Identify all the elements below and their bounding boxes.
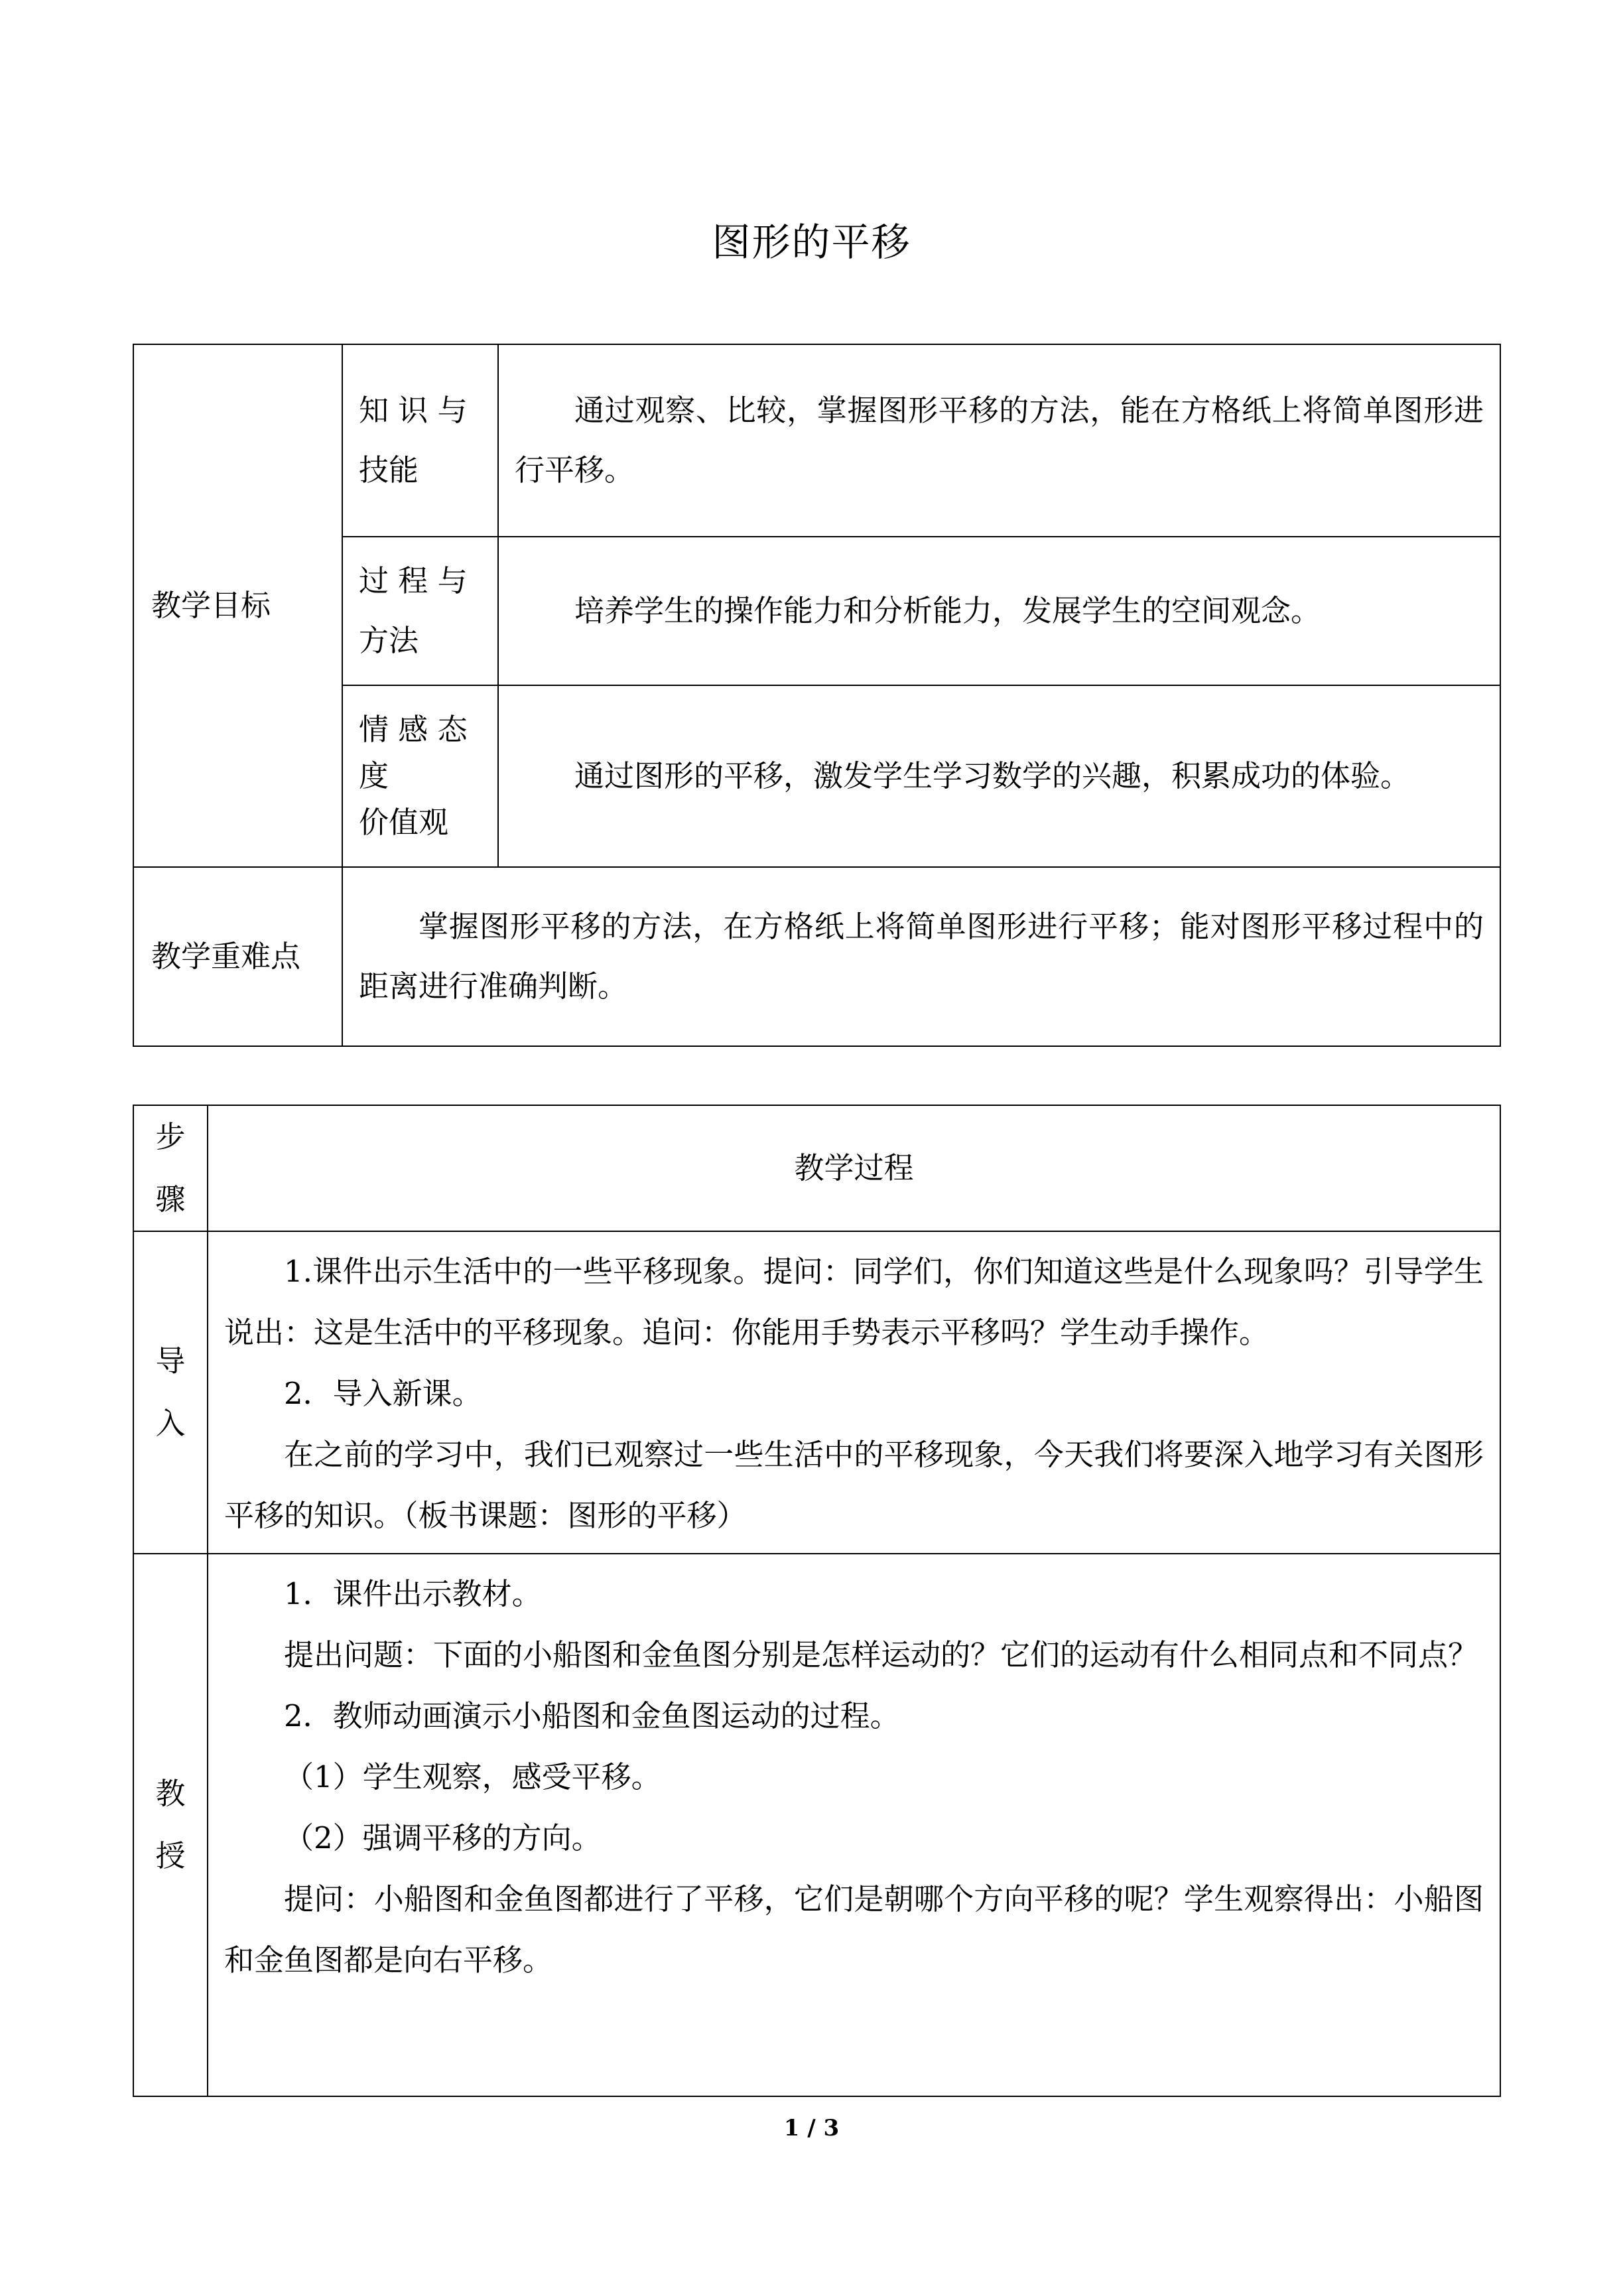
step-label-intro xyxy=(133,1231,208,1554)
process-header-row xyxy=(133,1105,1500,1231)
paragraph: 提问：小船图和金鱼图都进行了平移，它们是朝哪个方向平移的呢？学生观察得出：小船图和金鱼图都是向右平移。 xyxy=(224,1881,1484,1978)
objective-content: 通过观察、比较，掌握图形平移的方法，能在方格纸上将简单图形进行平移。 xyxy=(498,344,1500,537)
step-char: 教 xyxy=(155,1776,186,1811)
page-number: 1 / 3 xyxy=(783,2115,840,2141)
objective-label-line: 价值观 xyxy=(359,805,449,840)
objective-content: 通过图形的平移，激发学生学习数学的兴趣，积累成功的体验。 xyxy=(498,685,1500,867)
paragraph: 2．教师动画演示小船图和金鱼图运动的过程。 xyxy=(284,1698,900,1733)
objective-label xyxy=(342,685,498,867)
step-header xyxy=(133,1105,208,1231)
paragraph: 1.课件出示生活中的一些平移现象。提问：同学们，你们知道这些是什么现象吗？引导学生说出：这是生活中的平移现象。追问：你能用手势表示平移吗？学生动手操作。 xyxy=(224,1254,1484,1350)
step-header-char: 骤 xyxy=(155,1182,186,1217)
paragraph: 提出问题：下面的小船图和金鱼图分别是怎样运动的？它们的运动有什么相同点和不同点？ xyxy=(284,1637,1478,1672)
paragraph: 1．课件出示教材。 xyxy=(284,1576,542,1611)
objective-label xyxy=(342,344,498,537)
objective-content: 培养学生的操作能力和分析能力，发展学生的空间观念。 xyxy=(498,537,1500,685)
process-header: 教学过程 xyxy=(208,1105,1500,1231)
step-header-char: 步 xyxy=(155,1119,186,1154)
key-points-content: 掌握图形平移的方法，在方格纸上将简单图形进行平移；能对图形平移过程中的距离进行准确判断。 xyxy=(342,867,1500,1046)
paragraph: 2．导入新课。 xyxy=(284,1376,482,1411)
step-label-teach xyxy=(133,1554,208,2096)
page-title: 图形的平移 xyxy=(712,220,911,265)
step-char: 导 xyxy=(155,1343,186,1379)
objective-label-line: 度 xyxy=(359,758,389,793)
paragraph: 在之前的学习中，我们已观察过一些生活中的平移现象，今天我们将要深入地学习有关图形平移的知识。（板书课题：图形的平移） xyxy=(224,1437,1484,1533)
objective-row xyxy=(133,344,1500,537)
objectives-category: 教学目标 xyxy=(133,344,342,867)
objective-label-line: 技能 xyxy=(359,452,419,488)
paragraph: （2）强调平移的方向。 xyxy=(284,1820,602,1856)
key-points-row xyxy=(133,867,1500,1046)
objective-label-line: 方法 xyxy=(359,623,419,658)
key-points-category: 教学重难点 xyxy=(133,867,342,1046)
process-table xyxy=(133,1105,1501,2097)
process-section xyxy=(133,1231,1500,1554)
process-section xyxy=(133,1554,1500,2096)
objective-label xyxy=(342,537,498,685)
step-char: 授 xyxy=(155,1838,186,1873)
step-char: 入 xyxy=(155,1406,186,1441)
objective-label-line: 过 程 与 xyxy=(359,563,468,598)
process-content xyxy=(208,1231,1500,1554)
paragraph: （1）学生观察，感受平移。 xyxy=(284,1759,661,1794)
process-content xyxy=(208,1554,1500,2096)
objective-label-line: 知 识 与 xyxy=(359,393,468,428)
objective-label-line: 情 感 态 xyxy=(359,712,468,747)
objectives-table xyxy=(133,344,1501,1047)
